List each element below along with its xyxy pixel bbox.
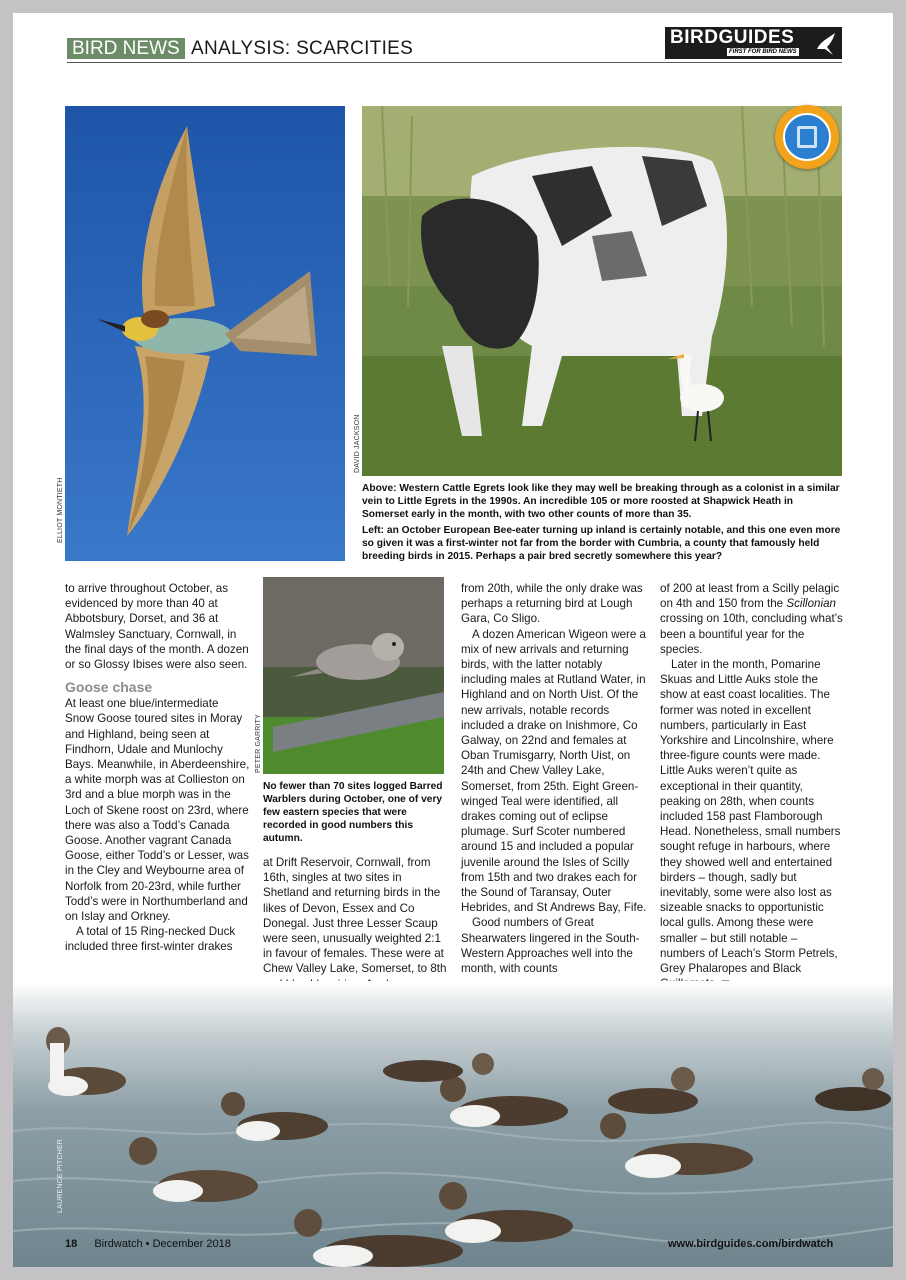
footer-left [65, 1238, 231, 1250]
article-column-3 [461, 581, 648, 976]
col4-paragraph-2-text: Later in the month, Pomarine Skuas and Little Auks stole the show at east coast localities. The former was noted in excellent numbers, particularly in East Yorkshire and Lincolnshire, where three-figure counts were made. Little Auks weren’t quite as exceptional in their quantity, peaking on 28th, when counts included 158 past Flamborough Head. Nonetheless, small numbers sought refuge in harbours, where they showed well and entertained birders – though, sadly but inevitably, some were also lost as sizeable snacks to opportunistic local gulls. Among these were smaller – but still notable – numbers of Leach’s Storm Petrels, Grey Phalaropes and Black [660, 658, 841, 976]
col4-text-b: crossing on 10th, concluding what’s been a bountiful year for the species. [660, 612, 843, 656]
photo-captions [362, 482, 842, 566]
section-title: ANALYSIS: SCARCITIES [191, 38, 414, 59]
col4-text-a: of 200 at least from a Scilly pelagic on 4th and 150 from the [660, 582, 840, 611]
shearwater-credit: LAURENCE PITCHER [57, 1139, 64, 1213]
cattle-egret-credit: DAVID JACKSON [354, 414, 361, 473]
warbler-caption: No fewer than 70 sites logged Barred Warblers during October, one of very few eastern species that were recorded in good numbers this autumn. [263, 781, 443, 844]
footer-bullet: • [145, 1238, 150, 1250]
logo-tagline: FIRST FOR BIRD NEWS [729, 49, 797, 55]
page-number: 18 [65, 1238, 78, 1250]
logo-text: BIRDGUIDES [670, 27, 795, 48]
col2-paragraph-1: at Drift Reservoir, Cornwall, from 16th, singles at two sites in Shetland and returning birds in the likes of Devon, Essex and Co Donegal. Just three Lesser Scaup were seen, unusually weighted 2:1 in favour of females. These were at Chew Valley Lake, Somerset, to 8th [263, 856, 447, 976]
barred-warbler-photo [263, 577, 444, 774]
col1-paragraph-2: At least one blue/intermediate Snow Goose toured sites in Moray and Highland, being seen at Findhorn, Udale and Munlochy Bays. Meanwhile, in Aberdeenshire, a white morph was at Collieston on 3rd and a blue morph was in the Loch of Skene roost on 23rd, where there was also a Todd’s Canada Goose. Another vagrant Canada Goose, either Todd’s or Lesser, was in the Cley and Weybourne area of Norfolk from 20-23rd, while further Todd’s were in Northumberland and on Islay and Orkney. [65, 697, 250, 924]
article-column-2 [263, 855, 448, 992]
footer-url[interactable]: www.birdguides.com/birdwatch [668, 1238, 834, 1250]
bee-eater-photo [65, 106, 345, 561]
caption-left-label: Left: [362, 525, 385, 536]
caption-above-text: Western Cattle Egrets look like they may well be breaking through as a colonist in a similar vein to Little Egrets in the 1990s. An incredible 105 or more roosted at Shapwick Heath in Somerset early in the month, with two other counts of more than 35. [362, 483, 840, 520]
subheading-goose-chase: Goose chase [65, 679, 153, 696]
film-icon [785, 115, 829, 159]
section-tag: BIRD NEWS [67, 38, 185, 59]
article-column-1 [65, 581, 250, 955]
col4-paragraph-2 [660, 657, 845, 991]
caption-above-label: Above: [362, 483, 397, 494]
video-icon[interactable] [775, 105, 839, 169]
col3-paragraph-3: Good numbers of Great Shearwaters lingered in the South-Western Approaches well into the month, with counts [461, 916, 640, 976]
bird-logo-icon [813, 29, 839, 57]
issue-date: December 2018 [152, 1238, 231, 1250]
header-rule [67, 62, 842, 63]
bee-eater-credit: ELLIOT MONTIETH [57, 477, 64, 543]
magazine-page [13, 13, 893, 1267]
article-column-4 [660, 581, 845, 991]
shearwater-photo [13, 981, 893, 1267]
col3-paragraph-1: from 20th, while the only drake was perhaps a returning bird at Lough Gara, Co Sligo. [461, 582, 643, 626]
caption-left-text: an October European Bee-eater turning up inland is certainly notable, and this one even more so given it was a first-winter not far from the border with Cumbria, a county that famously held breeding birds in 2015. Perhaps a pair bred secretly somewhere this year? [362, 525, 841, 562]
ship-name: Scillonian [786, 597, 836, 611]
warbler-credit: PETER GARRITY [255, 714, 262, 773]
col3-paragraph-2: A dozen American Wigeon were a mix of new arrivals and returning birds, with the latter notably including males at Rutland Water, in Highland and on North Uist. Of the new arrivals, notable records included a drake on Inishmore, Co Galway, on 22nd and females at Oban Trumisgarry, North Uist, on 24th and Chew Valley Lake, Somerset, from 25th. Eight Green-winged Teal were identified, all drakes coming out of eclipse plumage. Surf Scoter numbered around 15 and included a popular juvenile around the Isles of Scilly from 15th and two drakes each for the Sound of Taransay, Outer Hebrides, and St Andrews Bay, Fife. [461, 627, 647, 915]
col1-paragraph-1: to arrive throughout October, as evidenced by more than 40 at Abbotsbury, Dorset, and 36 at Walmsley Sanctuary, Cornwall, in the final days of the month. A dozen or so Glossy Ibises were also seen. [65, 582, 249, 672]
magazine-name: Birdwatch [94, 1238, 143, 1250]
col1-paragraph-3: A total of 15 Ring-necked Duck included three first-winter drakes [65, 925, 236, 954]
cattle-egret-photo [362, 106, 842, 476]
birdguides-logo[interactable] [665, 27, 842, 59]
col4-paragraph-1 [660, 581, 845, 657]
